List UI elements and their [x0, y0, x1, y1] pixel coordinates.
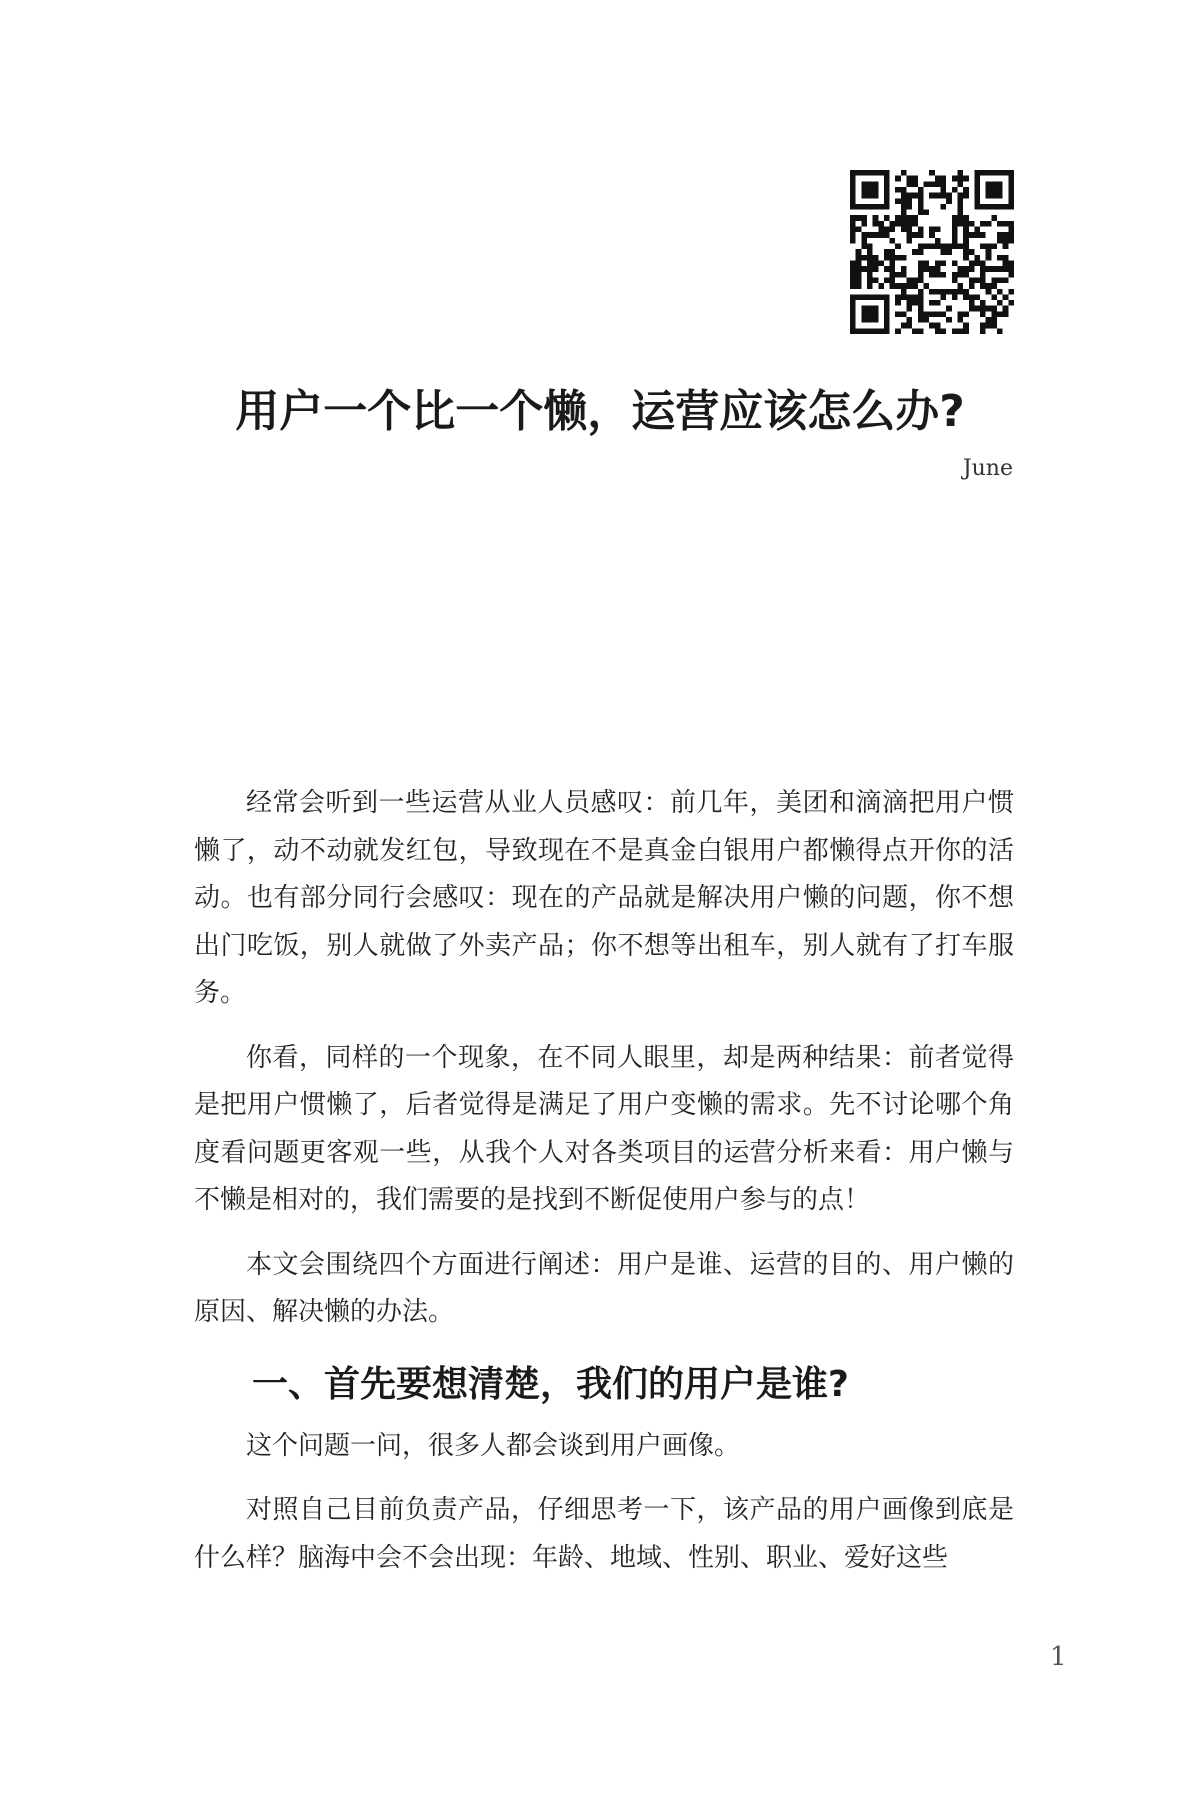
article-title: 用户一个比一个懒，运营应该怎么办?	[235, 386, 965, 437]
paragraph: 本文会围绕四个方面进行阐述：用户是谁、运营的目的、用户懒的原因、解决懒的办法。	[194, 1249, 1014, 1327]
section-heading: 一、首先要想清楚，我们的用户是谁?	[252, 1363, 849, 1405]
page-number: 1	[1050, 1642, 1067, 1672]
paragraph: 经常会听到一些运营从业人员感叹：前几年，美团和滴滴把用户惯懒了，动不动就发红包，导致现在不是真金白银用户都懒得点开你的活动。也有部分同行会感叹：现在的产品就是解决用户懒的问题，你不想出门吃饭，别人就做了外卖产品；你不想等出租车，别人就有了打车服务。	[194, 788, 1014, 1008]
author-name: June	[962, 456, 1013, 481]
paragraph: 对照自己目前负责产品，仔细思考一下，该产品的用户画像到底是什么样？脑海中会不会出现：年龄、地域、性别、职业、爱好这些	[194, 1495, 1014, 1573]
paragraph: 这个问题一问，很多人都会谈到用户画像。	[246, 1430, 741, 1461]
article-body	[194, 780, 1014, 1599]
paragraph: 你看，同样的一个现象，在不同人眼里，却是两种结果：前者觉得是把用户惯懒了，后者觉得是满足了用户变懒的需求。先不讨论哪个角度看问题更客观一些，从我个人对各类项目的运营分析来看：用户懒与不懒是相对的，我们需要的是找到不断促使用户参与的点！	[194, 1042, 1014, 1215]
qr-code-icon	[850, 170, 1014, 334]
